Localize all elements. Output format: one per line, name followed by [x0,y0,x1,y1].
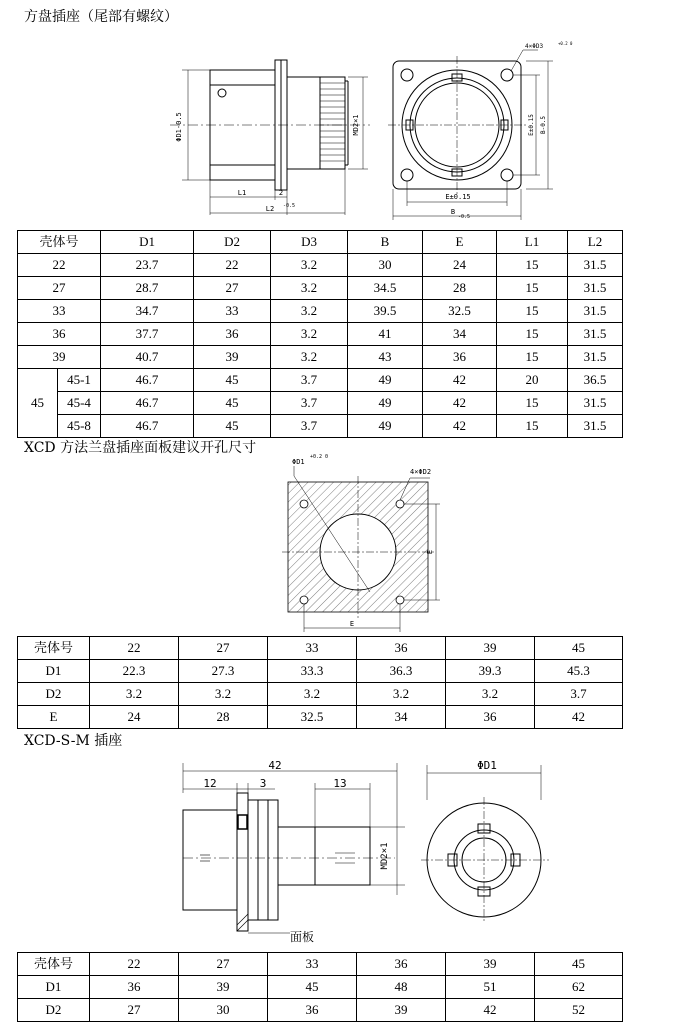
table-row [18,369,623,392]
table-cell: 45.3 [535,660,623,683]
e-side-dimension-label: E±0.15 [528,114,535,136]
table-cell: 42 [423,415,497,438]
table-cell: D2 [18,683,90,706]
table-row [18,976,623,999]
table-cell: 28 [423,277,497,300]
table-cell: 39 [179,976,268,999]
b-dimension-label: B [450,208,456,216]
hole-tolerance-label: +0.2 0 [558,41,573,46]
table-cell: 34 [357,706,446,729]
table-cell: 36 [194,323,271,346]
table-cell: 34.7 [101,300,194,323]
table-cell: 39.5 [348,300,423,323]
header-cell: E [423,231,497,254]
length-13-label: 13 [333,777,347,790]
table-cell: 36.3 [357,660,446,683]
table-cell: 36 [423,346,497,369]
table-row [18,392,623,415]
table-cell: 3.2 [357,683,446,706]
table-cell: 24 [90,706,179,729]
table-row [18,999,623,1022]
table-cell: 27 [18,277,101,300]
table-cell: 51 [446,976,535,999]
table-row [18,323,623,346]
table-cell: 45 [194,369,271,392]
table-cell: 23.7 [101,254,194,277]
cutout-d1-label: ΦD1 [292,458,305,466]
table-cell: 49 [348,415,423,438]
table-row [18,254,623,277]
xcd-s-m-front-view-drawing [415,755,565,945]
table-cell: D1 [18,660,90,683]
table-cell: 27 [194,277,271,300]
table-cell: 45 [194,415,271,438]
header-cell: L2 [568,231,623,254]
table-cell: 43 [348,346,423,369]
table-cell: 3.2 [271,254,348,277]
table-cell: 34 [423,323,497,346]
table-cell: 49 [348,369,423,392]
md2-thread-label: MD2×1 [380,842,390,870]
table-cell: 62 [535,976,623,999]
table-cell: 32.5 [423,300,497,323]
group-shell-cell: 45 [18,369,58,438]
table-cell: 15 [497,300,568,323]
table-cell: 39.3 [446,660,535,683]
xcd-s-m-dimension-table [17,952,623,1022]
table-cell: 52 [535,999,623,1022]
table-cell: 33 [194,300,271,323]
table-row [18,346,623,369]
cutout-holes-label: 4×ΦD2 [410,468,432,476]
table-cell: D2 [18,999,90,1022]
hole-dimension-label: 4×ΦD3 [525,43,544,50]
table-cell: 36 [18,323,101,346]
table-cell: 31.5 [568,277,623,300]
table-cell: 22.3 [90,660,179,683]
table-cell: 3.7 [535,683,623,706]
table-cell: 27.3 [179,660,268,683]
md2-dimension-label: MD2×1 [352,114,360,136]
table-cell: 46.7 [101,392,194,415]
table-cell: 3.2 [268,683,357,706]
panel-label: 面板 [290,930,315,944]
table-cell: 22 [90,953,179,976]
front-d1-label: ΦD1 [477,759,497,772]
table-cell: 28.7 [101,277,194,300]
table-cell: 22 [18,254,101,277]
table-cell: 15 [497,254,568,277]
xcd-s-m-side-view-drawing [175,755,405,945]
table-row [18,637,623,660]
b-side-dimension-label: B-0.5 [540,115,547,135]
table-header-row [18,231,623,254]
table-cell: 39 [446,953,535,976]
table-cell: 28 [179,706,268,729]
table-cell: 27 [179,637,268,660]
table-cell: 33 [268,637,357,660]
table-cell: 46.7 [101,415,194,438]
table-cell: 32.5 [268,706,357,729]
table-cell: 33 [18,300,101,323]
table-cell: 3.7 [271,369,348,392]
table-cell: 36 [357,637,446,660]
length-3-label: 3 [259,777,267,790]
table-cell: 30 [348,254,423,277]
table-cell: 33.3 [268,660,357,683]
table-cell: 27 [90,999,179,1022]
table-cell: 36 [268,999,357,1022]
header-cell: D3 [271,231,348,254]
table-cell: 45 [535,953,623,976]
length-42-label: 42 [268,759,282,772]
table-cell: 3.2 [271,323,348,346]
header-cell: 壳体号 [18,231,101,254]
table-cell: 42 [423,392,497,415]
length-12-label: 12 [203,777,217,790]
table-cell: 22 [90,637,179,660]
table-cell: 壳体号 [18,637,90,660]
table-row [18,660,623,683]
table-cell: D1 [18,976,90,999]
table-cell: 31.5 [568,300,623,323]
table-cell: 30 [179,999,268,1022]
table-row [18,300,623,323]
l1-dimension-label: L1 [237,189,247,197]
header-cell: D2 [194,231,271,254]
table-cell: 3.2 [90,683,179,706]
table-row [18,706,623,729]
l2-tolerance-label: -0.5 [283,203,296,209]
table-cell: 42 [446,999,535,1022]
table-cell: 壳体号 [18,953,90,976]
cutout-e-bottom-label: E [349,620,355,628]
table-cell: 33 [268,953,357,976]
table-cell: 36 [446,706,535,729]
table-cell: 37.7 [101,323,194,346]
table-cell: 31.5 [568,346,623,369]
table-cell: 36 [357,953,446,976]
header-cell: L1 [497,231,568,254]
table-cell: 3.7 [271,392,348,415]
table-cell: 39 [357,999,446,1022]
table-cell: 45 [194,392,271,415]
table-cell: 3.2 [271,277,348,300]
l2-dimension-label: L2 [265,205,275,213]
table-cell: 31.5 [568,323,623,346]
section2-title: XCD 方法兰盘插座面板建议开孔尺寸 [24,440,257,456]
table-cell: 31.5 [568,392,623,415]
table-cell: 45 [268,976,357,999]
table-cell: 45-1 [58,369,101,392]
receptacle-side-view-drawing [170,55,370,225]
table-cell: 24 [423,254,497,277]
table-cell: 45 [535,637,623,660]
table-cell: 42 [535,706,623,729]
cutout-e-side-label: E [426,549,434,555]
table-cell: 22 [194,254,271,277]
table-cell: 15 [497,323,568,346]
table-cell: E [18,706,90,729]
table-cell: 15 [497,415,568,438]
section3-title: XCD-S-M 插座 [24,733,123,749]
d1-dimension-label: ΦD1-0.5 [175,112,183,142]
panel-cutout-table [17,636,623,729]
e-dimension-label: E±0.15 [445,193,471,201]
cutout-d1-tolerance-label: +0.2 0 [310,454,329,460]
table-cell: 42 [423,369,497,392]
table-cell: 3.2 [271,300,348,323]
table-cell: 3.2 [179,683,268,706]
table-cell: 15 [497,277,568,300]
header-cell: B [348,231,423,254]
flange-2-dimension-label: 2 [278,189,284,197]
receptacle-dimension-table [17,230,623,438]
table-cell: 40.7 [101,346,194,369]
receptacle-front-view-drawing [388,38,588,223]
table-cell: 3.2 [271,346,348,369]
table-cell: 31.5 [568,254,623,277]
table-cell: 41 [348,323,423,346]
header-cell: D1 [101,231,194,254]
table-cell: 46.7 [101,369,194,392]
panel-cutout-drawing [270,452,465,634]
b-tolerance-label: -0.5 [458,214,471,220]
table-cell: 20 [497,369,568,392]
table-row [18,415,623,438]
table-cell: 39 [446,637,535,660]
table-cell: 48 [357,976,446,999]
table-cell: 49 [348,392,423,415]
section1-title: 方盘插座（尾部有螺纹） [24,9,178,25]
table-cell: 34.5 [348,277,423,300]
table-cell: 27 [179,953,268,976]
table-cell: 36 [90,976,179,999]
table-row [18,953,623,976]
table-row [18,277,623,300]
table-cell: 36.5 [568,369,623,392]
table-cell: 31.5 [568,415,623,438]
table-row [18,683,623,706]
table-cell: 45-8 [58,415,101,438]
table-cell: 39 [18,346,101,369]
table-cell: 3.7 [271,415,348,438]
table-cell: 15 [497,346,568,369]
table-cell: 39 [194,346,271,369]
table-cell: 45-4 [58,392,101,415]
table-cell: 3.2 [446,683,535,706]
table-cell: 15 [497,392,568,415]
